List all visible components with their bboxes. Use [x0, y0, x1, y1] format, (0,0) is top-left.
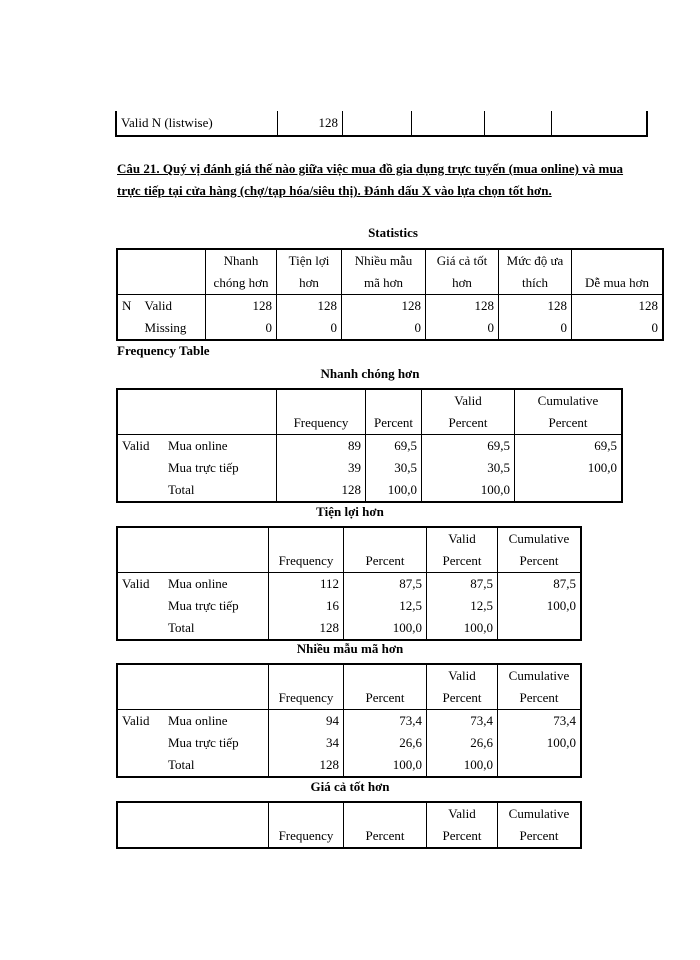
t1-r1-vpct: 69,5	[422, 435, 515, 458]
t4-corner	[117, 802, 269, 848]
listwise-label: Valid N (listwise)	[116, 111, 278, 136]
t1-h-cum2: Percent	[515, 412, 623, 435]
t2-corner	[117, 527, 269, 573]
t1-h-valid1: Valid	[422, 389, 515, 412]
t1-h-frequency: Frequency	[277, 412, 366, 435]
t2-r3-cpct	[498, 617, 582, 640]
t1-r2-label: Mua trực tiếp	[164, 457, 277, 479]
t1-r1-pct: 69,5	[366, 435, 422, 458]
t3-r1-freq: 94	[269, 710, 344, 733]
t1-corner	[117, 389, 277, 435]
t1-r2-freq: 39	[277, 457, 366, 479]
stats-missing-5: 0	[499, 317, 572, 340]
t3-valid-group: Valid	[122, 713, 150, 728]
t2-r2-freq: 16	[269, 595, 344, 617]
listwise-empty-2	[412, 111, 485, 136]
stats-valid-5: 128	[499, 295, 572, 318]
listwise-value: 128	[278, 111, 343, 136]
stats-valid-6: 128	[638, 298, 658, 313]
t1-r2-pct: 30,5	[366, 457, 422, 479]
table-1-title: Nhanh chóng hơn	[320, 366, 420, 381]
t3-r3-vpct: 100,0	[427, 754, 498, 777]
t3-h-cum1: Cumulative	[508, 668, 570, 683]
t4-h-percent: Percent	[344, 825, 427, 848]
t2-h-pct-top	[344, 527, 427, 550]
t3-r1-pct: 73,4	[344, 710, 427, 733]
stats-col-4-line2: hơn	[426, 272, 499, 295]
t2-r2-pct: 12,5	[344, 595, 427, 617]
freq-table-4	[116, 801, 582, 849]
stats-col-5-line2: thích	[499, 272, 572, 295]
listwise-empty-3	[485, 111, 552, 136]
t2-h-percent: Percent	[344, 550, 427, 573]
t3-h-frequency: Frequency	[269, 687, 344, 710]
t3-r1-label: Mua online	[164, 710, 269, 733]
t4-h-cum2: Percent	[519, 828, 559, 843]
t1-h-pct-top	[366, 389, 422, 412]
t2-r1-vpct: 87,5	[427, 573, 498, 596]
t3-h-freq-top	[269, 664, 344, 687]
stats-col-2-line2: hơn	[277, 272, 342, 295]
stats-col-5-line1: Mức độ ưa	[499, 249, 572, 272]
t4-h-valid1: Valid	[427, 802, 498, 825]
t3-r3-label: Total	[164, 754, 269, 777]
t2-r2-vpct: 12,5	[427, 595, 498, 617]
t1-r3-vpct: 100,0	[422, 479, 515, 502]
t1-r3-label: Total	[164, 479, 277, 502]
t3-r3-pct: 100,0	[344, 754, 427, 777]
t2-r2-label: Mua trực tiếp	[164, 595, 269, 617]
t2-r3-label: Total	[164, 617, 269, 640]
t1-h-percent: Percent	[366, 412, 422, 435]
stats-n-spacer	[117, 317, 141, 340]
t2-r1-cpct: 87,5	[553, 576, 576, 591]
stats-valid-label: Valid	[141, 295, 206, 318]
t3-r3-freq: 128	[269, 754, 344, 777]
t3-r2-label: Mua trực tiếp	[164, 732, 269, 754]
table-4-title: Giá cả tốt hơn	[310, 779, 390, 794]
table-3-title: Nhiều mẫu mã hơn	[296, 641, 404, 656]
stats-col-6-line1	[572, 249, 664, 272]
t1-r1-cpct: 69,5	[594, 438, 617, 453]
t3-h-valid2: Percent	[427, 687, 498, 710]
stats-missing-2: 0	[277, 317, 342, 340]
t1-r2-cpct: 100,0	[587, 460, 617, 475]
t1-spacer-3	[117, 479, 164, 502]
t2-valid-group: Valid	[122, 576, 150, 591]
t2-r3-freq: 128	[269, 617, 344, 640]
t2-r1-freq: 112	[269, 573, 344, 596]
listwise-empty-1	[343, 111, 412, 136]
t2-h-freq-top	[269, 527, 344, 550]
stats-missing-1: 0	[206, 317, 277, 340]
t1-r1-label: Mua online	[164, 435, 277, 458]
t4-h-frequency: Frequency	[269, 825, 344, 848]
listwise-empty-4	[552, 111, 648, 136]
stats-missing-6: 0	[651, 320, 658, 335]
stats-missing-4: 0	[426, 317, 499, 340]
t2-r3-pct: 100,0	[344, 617, 427, 640]
t3-r2-pct: 26,6	[344, 732, 427, 754]
t1-r3-cpct	[515, 479, 623, 502]
t1-h-cum1: Cumulative	[537, 393, 599, 408]
t3-r1-vpct: 73,4	[427, 710, 498, 733]
stats-col-2-line1: Tiện lợi	[277, 249, 342, 272]
t4-h-freq-top	[269, 802, 344, 825]
t3-h-cum2: Percent	[498, 687, 582, 710]
t4-h-valid2: Percent	[427, 825, 498, 848]
t2-h-cum2: Percent	[498, 550, 582, 573]
t2-h-valid2: Percent	[427, 550, 498, 573]
t3-h-pct-top	[344, 664, 427, 687]
t2-h-valid1: Valid	[427, 527, 498, 550]
freq-table-2	[116, 526, 582, 641]
t2-r1-label: Mua online	[164, 573, 269, 596]
t1-spacer-2	[117, 457, 164, 479]
statistics-table	[116, 248, 664, 341]
t2-h-cum1: Cumulative	[508, 531, 570, 546]
t1-h-valid2: Percent	[422, 412, 515, 435]
t1-r2-vpct: 30,5	[422, 457, 515, 479]
freq-table-3	[116, 663, 582, 778]
t3-spacer-2	[117, 732, 164, 754]
t2-spacer-3	[117, 617, 164, 640]
t3-corner	[117, 664, 269, 710]
question-text: Câu 21. Quý vị đánh giá thế nào giữa việc mua đồ gia dụng trực tuyến (mua online) và mua trực tiếp tại cửa hàng (chợ/tạp hóa/siêu thị). Đánh dấu X vào lựa chọn tốt hơn.	[117, 161, 624, 198]
t1-r3-pct: 100,0	[366, 479, 422, 502]
t3-r2-cpct: 100,0	[546, 735, 576, 750]
stats-col-3-line1: Nhiều mẫu	[342, 249, 426, 272]
stats-col-6-line2: Dễ mua hơn	[572, 272, 664, 295]
stats-valid-4: 128	[426, 295, 499, 318]
t3-spacer-3	[117, 754, 164, 777]
stats-missing-label: Missing	[141, 317, 206, 340]
stats-valid-1: 128	[206, 295, 277, 318]
t3-r2-vpct: 26,6	[427, 732, 498, 754]
t1-h-freq-top	[277, 389, 366, 412]
stats-valid-3: 128	[342, 295, 426, 318]
statistics-title: Statistics	[368, 225, 418, 240]
t4-h-cum1: Cumulative	[508, 806, 570, 821]
freq-table-1	[116, 388, 623, 503]
t3-h-percent: Percent	[344, 687, 427, 710]
t3-r2-freq: 34	[269, 732, 344, 754]
t2-r2-cpct: 100,0	[546, 598, 576, 613]
stats-col-4-line1: Giá cả tốt	[426, 249, 499, 272]
stats-missing-3: 0	[342, 317, 426, 340]
t1-r1-freq: 89	[277, 435, 366, 458]
t3-r1-cpct: 73,4	[553, 713, 576, 728]
stats-col-3-line2: mã hơn	[342, 272, 426, 295]
stats-corner	[117, 249, 206, 295]
frequency-table-heading: Frequency Table	[117, 343, 210, 358]
stats-col-1-line2: chóng hơn	[206, 272, 277, 295]
stats-col-1-line1: Nhanh	[206, 249, 277, 272]
t2-spacer-2	[117, 595, 164, 617]
t2-r1-pct: 87,5	[344, 573, 427, 596]
stats-n-label: N	[122, 298, 132, 313]
stats-valid-2: 128	[277, 295, 342, 318]
t1-valid-group: Valid	[122, 438, 150, 453]
t4-h-pct-top	[344, 802, 427, 825]
table-2-title: Tiện lợi hơn	[316, 504, 384, 519]
t1-r3-freq: 128	[277, 479, 366, 502]
t3-h-valid1: Valid	[427, 664, 498, 687]
t2-h-frequency: Frequency	[269, 550, 344, 573]
listwise-row-table	[115, 111, 648, 137]
t3-r3-cpct	[498, 754, 582, 777]
t2-r3-vpct: 100,0	[427, 617, 498, 640]
